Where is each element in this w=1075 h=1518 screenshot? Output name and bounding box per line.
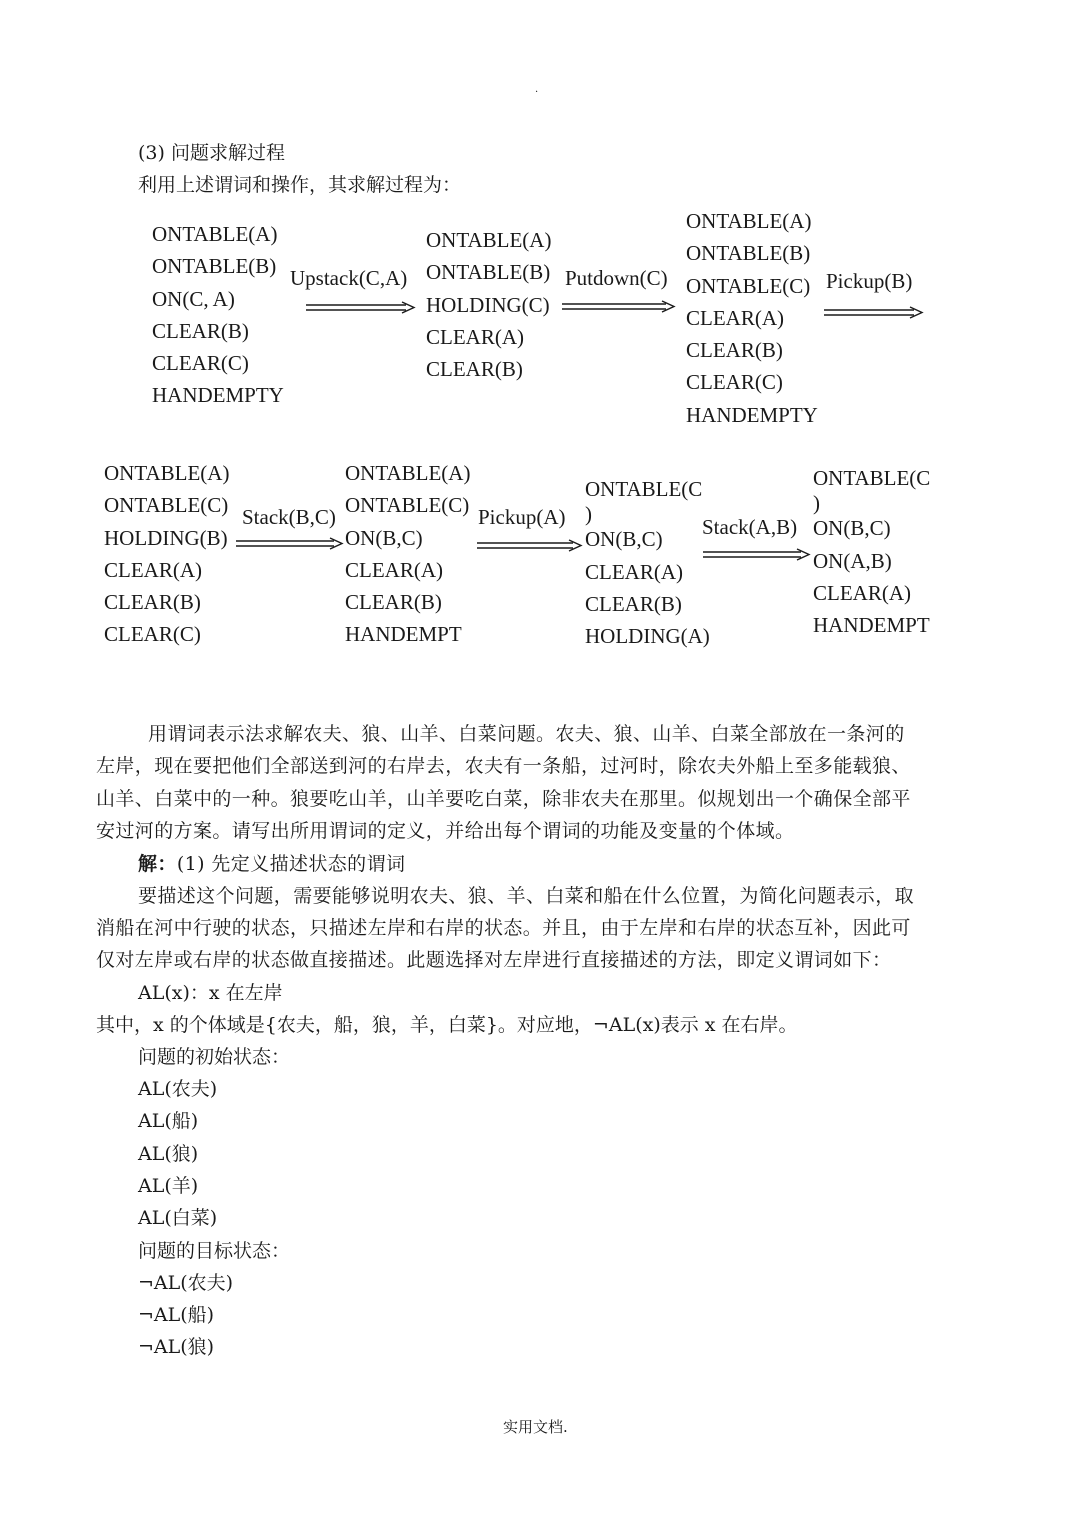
domain-line: 其中，x 的个体域是{农夫，船，狼，羊，白菜}。对应地，¬AL(x)表示 x 在右岸。 xyxy=(96,1014,798,1036)
state-line: CLEAR(B) xyxy=(585,591,682,616)
state-line: CLEAR(B) xyxy=(426,357,523,382)
header-mark: . xyxy=(535,84,539,95)
state-line: HANDEMPT xyxy=(345,622,462,647)
state-line: HOLDING(A) xyxy=(585,624,710,648)
state-line: CLEAR(C) xyxy=(686,370,783,395)
operation-label: Stack(A,B) xyxy=(702,515,798,539)
state-line: ONTABLE(C) xyxy=(345,493,470,518)
state-line: CLEAR(A) xyxy=(686,305,784,330)
double-arrow-icon xyxy=(236,538,348,550)
state-line: ONTABLE(B) xyxy=(426,260,551,285)
state-line: ) xyxy=(813,491,820,516)
state-line: CLEAR(B) xyxy=(152,318,249,343)
intro-text: 利用上述谓词和操作，其求解过程为： xyxy=(138,174,462,196)
double-arrow-icon xyxy=(477,540,587,552)
solution-label: 解： xyxy=(138,853,177,875)
problem-line: 山羊、白菜中的一种。狼要吃山羊，山羊要吃白菜，除非农夫在那里。似规划出一个确保全部平 xyxy=(96,788,911,810)
state-line: ONTABLE(A) xyxy=(152,222,278,246)
state-3 xyxy=(686,205,818,431)
state-line: HANDEMPTY xyxy=(686,402,818,427)
state-2 xyxy=(426,224,551,385)
state-line: ON(B,C) xyxy=(345,525,423,550)
state-line: HANDEMPTY xyxy=(152,383,284,408)
state-line: ON(C, A) xyxy=(152,286,235,311)
state-line: CLEAR(A) xyxy=(813,580,911,605)
operation-label: Upstack(C,A) xyxy=(290,266,408,290)
double-arrow-icon xyxy=(306,302,418,314)
goal-state-item: ¬AL(农夫) xyxy=(138,1272,234,1294)
state-4 xyxy=(104,457,229,651)
double-arrow-icon xyxy=(562,301,680,313)
problem-line: 左岸，现在要把他们全部送到河的右岸去，农夫有一条船，过河时，除农夫外船上至多能载狼、 xyxy=(96,755,911,777)
goal-state-item: ¬AL(船) xyxy=(138,1304,215,1326)
double-arrow-icon xyxy=(703,549,815,561)
state-line: CLEAR(A) xyxy=(585,559,683,584)
state-line: HOLDING(C) xyxy=(426,292,550,317)
initial-state-item: AL(白菜) xyxy=(138,1207,218,1229)
state-7-clip xyxy=(813,462,963,638)
goal-state-label: 问题的目标状态： xyxy=(138,1240,291,1262)
state-line: CLEAR(C) xyxy=(152,351,249,376)
solution-step1 xyxy=(138,849,405,876)
page-footer: 实用文档. xyxy=(503,1418,568,1436)
state-line: CLEAR(B) xyxy=(686,338,783,363)
state-line: ) xyxy=(585,502,592,527)
problem-line: 用谓词表示法求解农夫、狼、山羊、白菜问题。农夫、狼、山羊、白菜全部放在一条河的 xyxy=(148,723,905,745)
predicate-definition: AL(x)：x 在左岸 xyxy=(138,982,283,1004)
state-line: HANDEMPT xyxy=(813,613,930,638)
explanation-line: 消船在河中行驶的状态，只描述左岸和右岸的状态。并且，由于左岸和右岸的状态互补，因此可 xyxy=(96,917,911,939)
state-line: ON(A,B) xyxy=(813,548,892,573)
state-line: ON(B,C) xyxy=(585,527,663,552)
state-5 xyxy=(345,457,470,651)
state-line: ONTABLE(A) xyxy=(426,228,552,252)
state-line: CLEAR(B) xyxy=(104,590,201,615)
state-line: ONTABLE(B) xyxy=(152,254,277,279)
state-line: CLEAR(A) xyxy=(104,557,202,582)
state-line: ONTABLE(C) xyxy=(104,493,229,518)
state-1 xyxy=(152,218,284,412)
state-line: CLEAR(B) xyxy=(345,590,442,615)
initial-state-item: AL(农夫) xyxy=(138,1078,218,1100)
goal-state-item: ¬AL(狼) xyxy=(138,1336,215,1358)
state-line: HOLDING(B) xyxy=(104,525,228,550)
state-6 xyxy=(585,473,710,648)
explanation-line: 仅对左岸或右岸的状态做直接描述。此题选择对左岸进行直接描述的方法，即定义谓词如下： xyxy=(96,949,892,971)
initial-state-item: AL(羊) xyxy=(138,1175,199,1197)
operation-label: Pickup(A) xyxy=(478,505,566,529)
operation-label: Putdown(C) xyxy=(565,266,668,290)
double-arrow-icon xyxy=(824,307,928,319)
operation-label: Pickup(B) xyxy=(826,269,913,293)
state-line: CLEAR(A) xyxy=(426,324,524,349)
state-line: CLEAR(C) xyxy=(104,622,201,647)
state-line: CLEAR(A) xyxy=(345,557,443,582)
explanation-line: 要描述这个问题，需要能够说明农夫、狼、羊、白菜和船在什么位置，为简化问题表示，取 xyxy=(138,885,915,907)
state-line: ON(B,C) xyxy=(813,516,891,541)
initial-state-item: AL(狼) xyxy=(138,1143,199,1165)
state-line: ONTABLE(C xyxy=(813,466,931,490)
problem-line: 安过河的方案。请写出所用谓词的定义，并给出每个谓词的功能及变量的个体域。 xyxy=(96,820,795,842)
state-line: ONTABLE(C xyxy=(585,477,703,501)
solution-step1-text: (1) 先定义描述状态的谓词 xyxy=(176,853,406,875)
initial-state-item: AL(船) xyxy=(138,1110,199,1132)
section-heading: (3) 问题求解过程 xyxy=(138,142,285,164)
state-line: ONTABLE(A) xyxy=(345,461,471,485)
initial-state-label: 问题的初始状态： xyxy=(138,1046,291,1068)
operation-label: Stack(B,C) xyxy=(242,505,336,529)
state-line: ONTABLE(C) xyxy=(686,273,811,298)
state-line: ONTABLE(B) xyxy=(686,241,811,266)
state-7 xyxy=(813,462,930,638)
state-line: ONTABLE(A) xyxy=(686,209,812,233)
state-line: ONTABLE(A) xyxy=(104,461,230,485)
